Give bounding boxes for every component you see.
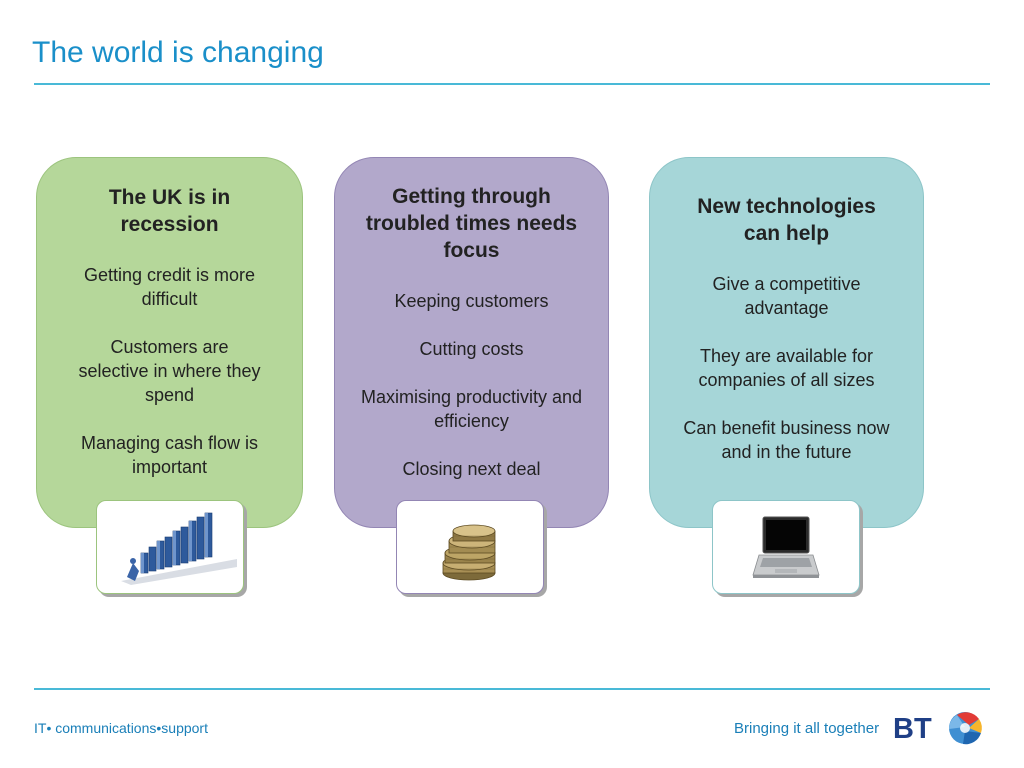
card-point: Customers are selective in where they spend [78, 337, 261, 405]
slide-title: The world is changing [32, 36, 324, 69]
bt-logo-text: BT [893, 713, 932, 745]
card-point: Maximising productivity and efficiency [360, 387, 583, 431]
bt-logo [893, 703, 991, 756]
coin-stack-image [396, 500, 544, 594]
coins-picture-icon [397, 501, 543, 593]
card-point: Managing cash flow is important [80, 433, 259, 477]
footer-tagline-left: IT• communications•support [34, 720, 208, 736]
header-divider [34, 83, 990, 85]
card-recession [36, 157, 303, 528]
card-technology [649, 157, 924, 528]
card-point: Give a competitive advantage [712, 274, 861, 318]
card-point: Getting credit is more difficult [83, 265, 256, 309]
bt-globe-icon [893, 703, 991, 751]
footer-tagline-right: Bringing it all together [734, 720, 880, 737]
card-heading: New technologies can help [697, 195, 876, 245]
card-heading: Getting through troubled times needs focus [365, 185, 578, 262]
card-point: Keeping customers [394, 291, 549, 311]
card-point: Closing next deal [402, 459, 541, 479]
card-heading: The UK is in recession [108, 186, 231, 236]
laptop-image [712, 500, 860, 594]
card-point: They are available for companies of all sizes [698, 346, 875, 390]
card-focus [334, 157, 609, 528]
laptop-picture-icon [713, 501, 859, 593]
card-point: Cutting costs [419, 339, 524, 359]
rising-bar-chart-image [96, 500, 244, 594]
footer-divider [34, 688, 990, 690]
card-point: Can benefit business now and in the future [683, 418, 890, 462]
bar-chart-picture-icon [97, 501, 243, 593]
